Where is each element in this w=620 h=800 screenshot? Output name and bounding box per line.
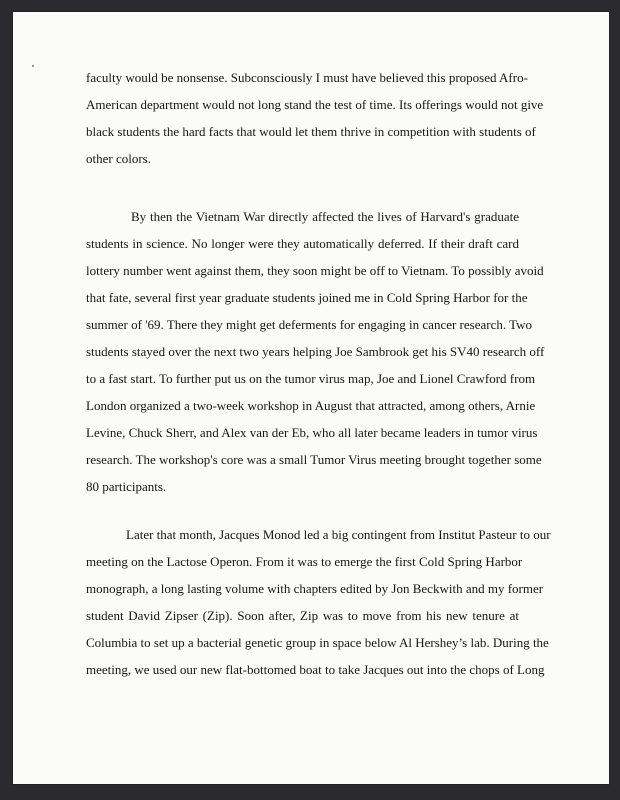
text-line: London organized a two-week workshop in August that attracted, among others, Arnie [86,398,536,413]
text-line: other colors. [86,151,151,166]
text-line: to a fast start. To further put us on the tumor virus map, Joe and Lionel Crawford from [86,371,536,386]
text-line: American department would not long stand the test of time. Its offerings would not give [86,97,544,112]
text-line: Levine, Chuck Sherr, and Alex van der Eb, who all later became leaders in tumor virus [86,425,538,440]
text-line: Columbia to set up a bacterial genetic group in space below Al Hershey’s lab. During the [86,635,549,650]
text-line: student David Zipser (Zip). Soon after, Zip was to move from his new tenure at [86,608,519,623]
text-line: By then the Vietnam War directly affected the lives of Harvard's graduate [131,209,519,224]
paragraph-2 [86,203,545,500]
paragraph-3 [86,521,551,683]
text-line: 80 participants. [86,479,167,494]
text-line: students stayed over the next two years helping Joe Sambrook get his SV40 research off [86,344,545,359]
text-line: faculty would be nonsense. Subconsciously I must have believed this proposed Afro- [86,70,528,85]
page-speck [32,65,34,67]
text-line: lottery number went against them, they soon might be off to Vietnam. To possibly avoid [86,263,544,278]
paragraph-1 [86,64,544,172]
text-line: research. The workshop's core was a small Tumor Virus meeting brought together some [86,452,542,467]
text-line: that fate, several first year graduate students joined me in Cold Spring Harbor for the [86,290,528,305]
text-line: monograph, a long lasting volume with chapters edited by Jon Beckwith and my former [86,581,544,596]
text-line: meeting on the Lactose Operon. From it was to emerge the first Cold Spring Harbor [86,554,523,569]
text-line: students in science. No longer were they automatically deferred. If their draft card [86,236,519,251]
text-line: black students the hard facts that would let them thrive in competition with students of [86,124,536,139]
text-line: meeting, we used our new flat-bottomed boat to take Jacques out into the chops of Long [86,662,545,677]
text-line: summer of '69. There they might get deferments for engaging in cancer research. Two [86,317,533,332]
text-line: Later that month, Jacques Monod led a big contingent from Institut Pasteur to our [126,527,551,542]
